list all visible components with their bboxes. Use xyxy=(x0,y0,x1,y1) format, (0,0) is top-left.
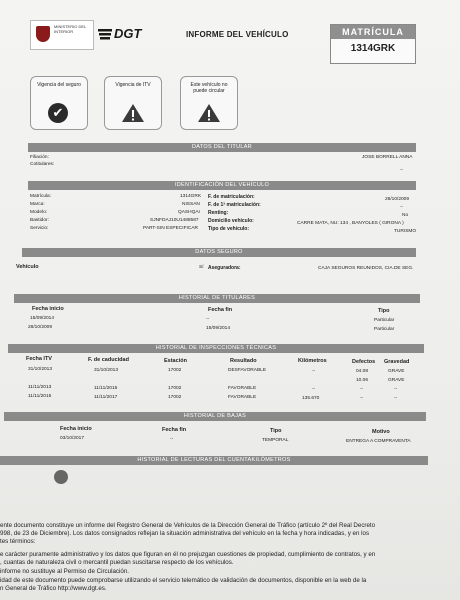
cuentakilometros-section-bar: HISTORIAL DE LECTURAS DEL CUENTAKILÓMETROS xyxy=(0,456,428,465)
itv-cell: -- xyxy=(312,387,316,392)
itv-cell: -- xyxy=(360,396,364,401)
itv-cell: -- xyxy=(312,369,316,374)
itv-cell: GRAVE xyxy=(388,378,405,383)
itv-cell: -- xyxy=(394,387,398,392)
warning-icon xyxy=(121,103,145,123)
itv-cell: -- xyxy=(394,396,398,401)
itv-cell: 04.08 xyxy=(356,369,369,374)
titular-section-bar: DATOS DEL TITULAR xyxy=(28,143,416,152)
bajas-cell: -- xyxy=(170,437,174,442)
ident-label: Matrícula: xyxy=(30,194,52,199)
itv-cell: 11/11/2015 xyxy=(94,386,118,391)
ident-value: PART-SIN ESPECIFICAR xyxy=(143,226,198,231)
ident-value: SJNFDAJ10U1488587 xyxy=(150,218,199,223)
bajas-col-header: Tipo xyxy=(270,428,282,434)
itv-cell: GRAVE xyxy=(388,369,405,374)
itv-col-header: Fecha ITV xyxy=(26,356,52,362)
plate-box xyxy=(330,24,416,64)
ident-label: Bastidor: xyxy=(30,218,49,223)
insurance-status-box xyxy=(30,76,88,130)
ident-value: CARRE MATA, NU: 134 , BANYOLES ( GIRONA ) xyxy=(297,221,404,226)
ident-label: Domicilio vehículo: xyxy=(208,218,254,224)
footer-line: ente documento constituye un informe del Registro General de Vehículos de la Dirección General de Tráfico (artículo 2º del Real Decreto xyxy=(0,522,376,529)
itv-cell: -- xyxy=(360,387,364,392)
status-label: Vigencia de ITV xyxy=(115,82,151,88)
itv-cell: FAVORABLE xyxy=(228,386,257,391)
itv-cell: 11/11/2017 xyxy=(94,395,118,400)
aseguradora-value: CAJA SEGUROS REUNIDOS, CIA.DE SEG. xyxy=(318,266,414,271)
ident-value: TURISMO xyxy=(394,229,417,234)
filiacion-label: Filiación: xyxy=(30,155,49,160)
footer-line: 998, de 23 de Diciembre). Los datos consignados reflejan la situación administrativa del vehículo en la fecha y hora indicadas, y en los xyxy=(0,530,370,537)
identificacion-section-bar: IDENTIFICACIÓN DEL VEHÍCULO xyxy=(28,181,416,190)
itv-cell: DESFAVORABLE xyxy=(228,368,267,373)
ident-value: 28/10/2009 xyxy=(385,197,410,202)
itv-cell: 31/10/2013 xyxy=(94,368,119,373)
itv-status-box xyxy=(104,76,162,130)
itv-cell: FAVORABLE xyxy=(228,395,257,400)
ident-label: Renting: xyxy=(208,210,229,216)
itv-cell: 11/11/2013 xyxy=(28,385,52,390)
ident-label: F. de matriculación: xyxy=(208,194,255,200)
circulation-status-box xyxy=(180,76,238,130)
ident-label: F. de 1ª matriculación: xyxy=(208,202,261,208)
warning-icon xyxy=(197,103,221,123)
ident-label: Modelo: xyxy=(30,210,48,215)
ministry-logo-text: MINISTERIO DEL INTERIOR xyxy=(54,24,87,34)
plate-value: 1314GRK xyxy=(350,43,396,54)
seguro-vehiculo-label: Vehículo xyxy=(16,264,39,270)
footer-line: informe no sustituye al Permiso de Circulación. xyxy=(0,568,129,575)
ident-value: 1314GRK xyxy=(180,194,202,199)
seguro-vehiculo-value: Sí xyxy=(199,265,204,270)
titulares-col-header: Tipo xyxy=(378,308,390,314)
titulares-cell: 15/09/2014 xyxy=(30,316,55,321)
ident-value: QASHQAI xyxy=(178,210,200,215)
footer-line: e carácter puramente administrativo y los datos que figuran en él no prejuzgan cuestiones de propiedad, cumplimiento de contratos, y en xyxy=(0,551,376,558)
cotitulares-value: -- xyxy=(400,168,404,173)
itv-col-header: Kilómetros xyxy=(298,358,327,364)
bajas-cell: 03/10/2017 xyxy=(60,436,85,441)
titulares-cell: Particular xyxy=(374,318,395,323)
itv-cell: 11/11/2015 xyxy=(28,394,52,399)
ident-value: NISSAN xyxy=(182,202,200,207)
titulares-cell: -- xyxy=(206,317,210,322)
footer-line: tes términos: xyxy=(0,538,36,545)
itv-col-header: Defectos xyxy=(352,359,376,365)
itv-cell: 135.670 xyxy=(302,396,320,401)
ident-label: Marca: xyxy=(30,202,45,207)
inspecciones-section-bar: HISTORIAL DE INSPECCIONES TÉCNICAS xyxy=(8,344,424,353)
titulares-col-header: Fecha inicio xyxy=(32,306,64,312)
footer-line: , cuantas de naturaleza civil o mercantil puedan suscitarse respecto de los vehículos. xyxy=(0,559,234,566)
status-label: Este vehículo no puede circular xyxy=(190,82,228,94)
coat-of-arms-icon xyxy=(36,26,50,42)
ident-label: Tipo de vehículo: xyxy=(208,226,250,232)
aseguradora-label: Aseguradora: xyxy=(208,265,241,271)
status-label: Vigencia del seguro xyxy=(37,82,81,88)
bajas-col-header: Fecha fin xyxy=(162,427,187,433)
bajas-col-header: Fecha inicio xyxy=(60,426,92,432)
itv-col-header: Estación xyxy=(164,358,187,364)
titulares-cell: 28/10/2009 xyxy=(28,325,53,330)
itv-cell: 17002 xyxy=(168,395,182,400)
itv-cell: 17002 xyxy=(168,368,182,373)
titulares-cell: 15/09/2014 xyxy=(206,326,231,331)
titulares-section-bar: HISTORIAL DE TITULARES xyxy=(14,294,420,303)
document-title: INFORME DEL VEHÍCULO xyxy=(186,30,289,39)
plate-label: MATRÍCULA xyxy=(331,25,415,39)
bajas-section-bar: HISTORIAL DE BAJAS xyxy=(4,412,426,421)
shadow-blemish xyxy=(54,470,68,484)
titulares-col-header: Fecha fin xyxy=(208,307,233,313)
bajas-col-header: Motivo xyxy=(372,429,390,435)
ident-value: -- xyxy=(400,205,404,210)
itv-cell: 31/10/2013 xyxy=(28,367,53,372)
cotitulares-label: Cotitulares: xyxy=(30,162,55,167)
bajas-cell: ENTREGA A COMPRAVENTA xyxy=(346,439,411,444)
dgt-logo-icon xyxy=(98,28,114,40)
itv-cell: 10.06 xyxy=(356,378,369,383)
bajas-cell: TEMPORAL xyxy=(262,438,289,443)
dgt-logo-text: DGT xyxy=(114,26,142,41)
itv-cell: 17002 xyxy=(168,386,182,391)
titulares-cell: Particular xyxy=(374,327,395,332)
footer-line: idad de este documento puede comprobarse utilizando el servicio telemático de validación de documentos, disponible en la web de la xyxy=(0,577,367,584)
itv-col-header: Gravedad xyxy=(384,359,410,365)
ident-value: No xyxy=(402,213,409,218)
footer-line: n General de Tráfico http://www.dgt.es. xyxy=(0,585,107,592)
check-icon: ✔ xyxy=(48,103,68,123)
itv-col-header: Resultado xyxy=(230,358,257,364)
filiacion-value: JOSE BORRELL ANNA xyxy=(362,155,413,160)
itv-col-header: F. de caducidad xyxy=(88,357,129,363)
seguro-section-bar: DATOS SEGURO xyxy=(22,248,416,257)
ident-label: Servicio: xyxy=(30,226,49,231)
